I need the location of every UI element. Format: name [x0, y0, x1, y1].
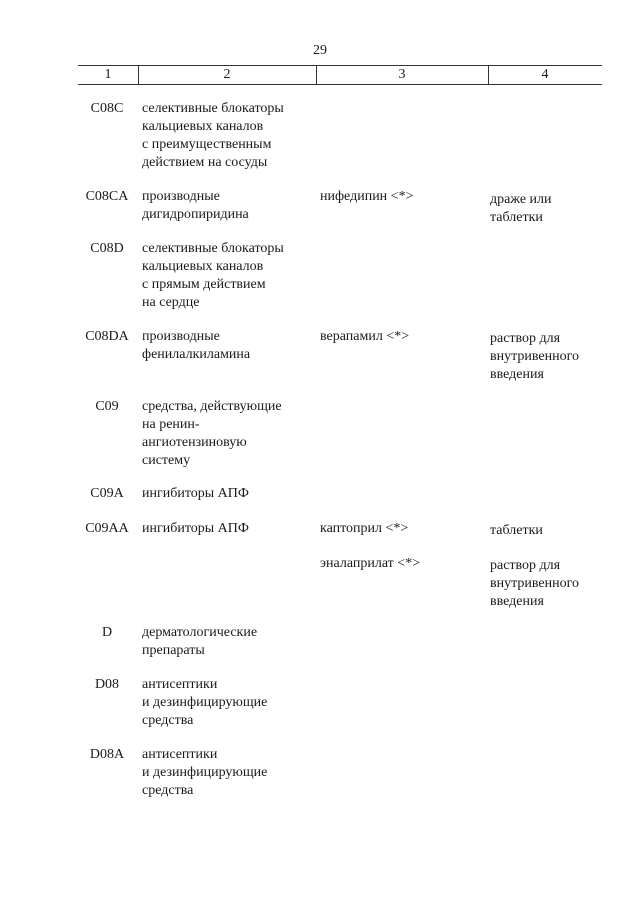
atc-name-line: дерматологические [142, 625, 258, 640]
atc-code: D08A [89, 747, 125, 762]
atc-name-line: дигидропиридина [142, 207, 249, 222]
drug-name [320, 328, 480, 346]
atc-name-line: селективные блокаторы [142, 241, 284, 256]
dosage-form-line: таблетки [490, 210, 543, 225]
dosage-form-line: введения [490, 367, 544, 382]
atc-name-line: производные [142, 189, 220, 204]
dosage-form-line: внутривенного [490, 576, 580, 591]
dosage-form-line: раствор для [490, 558, 561, 573]
atc-name [142, 624, 312, 660]
atc-name-line: на сердце [142, 295, 200, 310]
atc-code: D08 [94, 677, 120, 692]
drug-name-line: верапамил <*> [320, 329, 410, 344]
atc-name-line: на ренин- [142, 417, 200, 432]
atc-code: C09A [90, 486, 124, 501]
header-col-1: 1 [104, 67, 112, 82]
atc-name [142, 485, 312, 503]
drug-name-line: каптоприл <*> [320, 521, 409, 536]
atc-name-line: средства [142, 713, 194, 728]
drug-name [320, 520, 480, 538]
atc-name-line: систему [142, 453, 191, 468]
atc-name-line: средства, действующие [142, 399, 282, 414]
atc-name-line: антисептики [142, 747, 218, 762]
atc-code: C08D [90, 241, 124, 256]
atc-name-line: ингибиторы АПФ [142, 486, 249, 501]
drug-name-line: нифедипин <*> [320, 189, 414, 204]
atc-name [142, 328, 312, 364]
atc-code: C08C [90, 101, 124, 116]
table-header [78, 65, 602, 85]
header-col-3: 3 [398, 67, 406, 82]
atc-code: C08DA [85, 329, 129, 344]
atc-code: C08CA [85, 189, 129, 204]
atc-name-line: действием на сосуды [142, 155, 268, 170]
drug-name [320, 555, 480, 573]
dosage-form-line: таблетки [490, 523, 543, 538]
atc-name-line: ангиотензиновую [142, 435, 247, 450]
atc-name-line: производные [142, 329, 220, 344]
atc-name-line: средства [142, 783, 194, 798]
atc-name [142, 188, 312, 224]
atc-name-line: с прямым действием [142, 277, 266, 292]
page-number: 29 [313, 43, 327, 58]
dosage-form [490, 557, 600, 611]
atc-code: C09AA [85, 521, 129, 536]
dosage-form-line: драже или [490, 192, 552, 207]
atc-name-line: препараты [142, 643, 205, 658]
atc-name [142, 398, 312, 470]
atc-code: D [101, 625, 113, 640]
atc-name-line: фенилалкиламина [142, 347, 251, 362]
dosage-form-line: введения [490, 594, 544, 609]
atc-name [142, 676, 312, 730]
atc-name-line: антисептики [142, 677, 218, 692]
atc-name-line: с преимущественным [142, 137, 272, 152]
drug-name [320, 188, 480, 206]
atc-name [142, 240, 312, 312]
dosage-form [490, 330, 600, 384]
atc-name-line: селективные блокаторы [142, 101, 284, 116]
atc-code: C09 [95, 399, 119, 414]
atc-name-line: и дезинфицирующие [142, 765, 268, 780]
dosage-form [490, 522, 600, 540]
dosage-form [490, 191, 600, 227]
header-col-4: 4 [541, 67, 549, 82]
atc-name-line: кальциевых каналов [142, 259, 264, 274]
atc-name [142, 520, 312, 538]
atc-name [142, 746, 312, 800]
atc-name-line: кальциевых каналов [142, 119, 264, 134]
dosage-form-line: раствор для [490, 331, 561, 346]
atc-name [142, 100, 312, 172]
atc-name-line: ингибиторы АПФ [142, 521, 249, 536]
atc-name-line: и дезинфицирующие [142, 695, 268, 710]
header-col-2: 2 [223, 67, 231, 82]
drug-name-line: эналаприлат <*> [320, 556, 421, 571]
dosage-form-line: внутривенного [490, 349, 580, 364]
